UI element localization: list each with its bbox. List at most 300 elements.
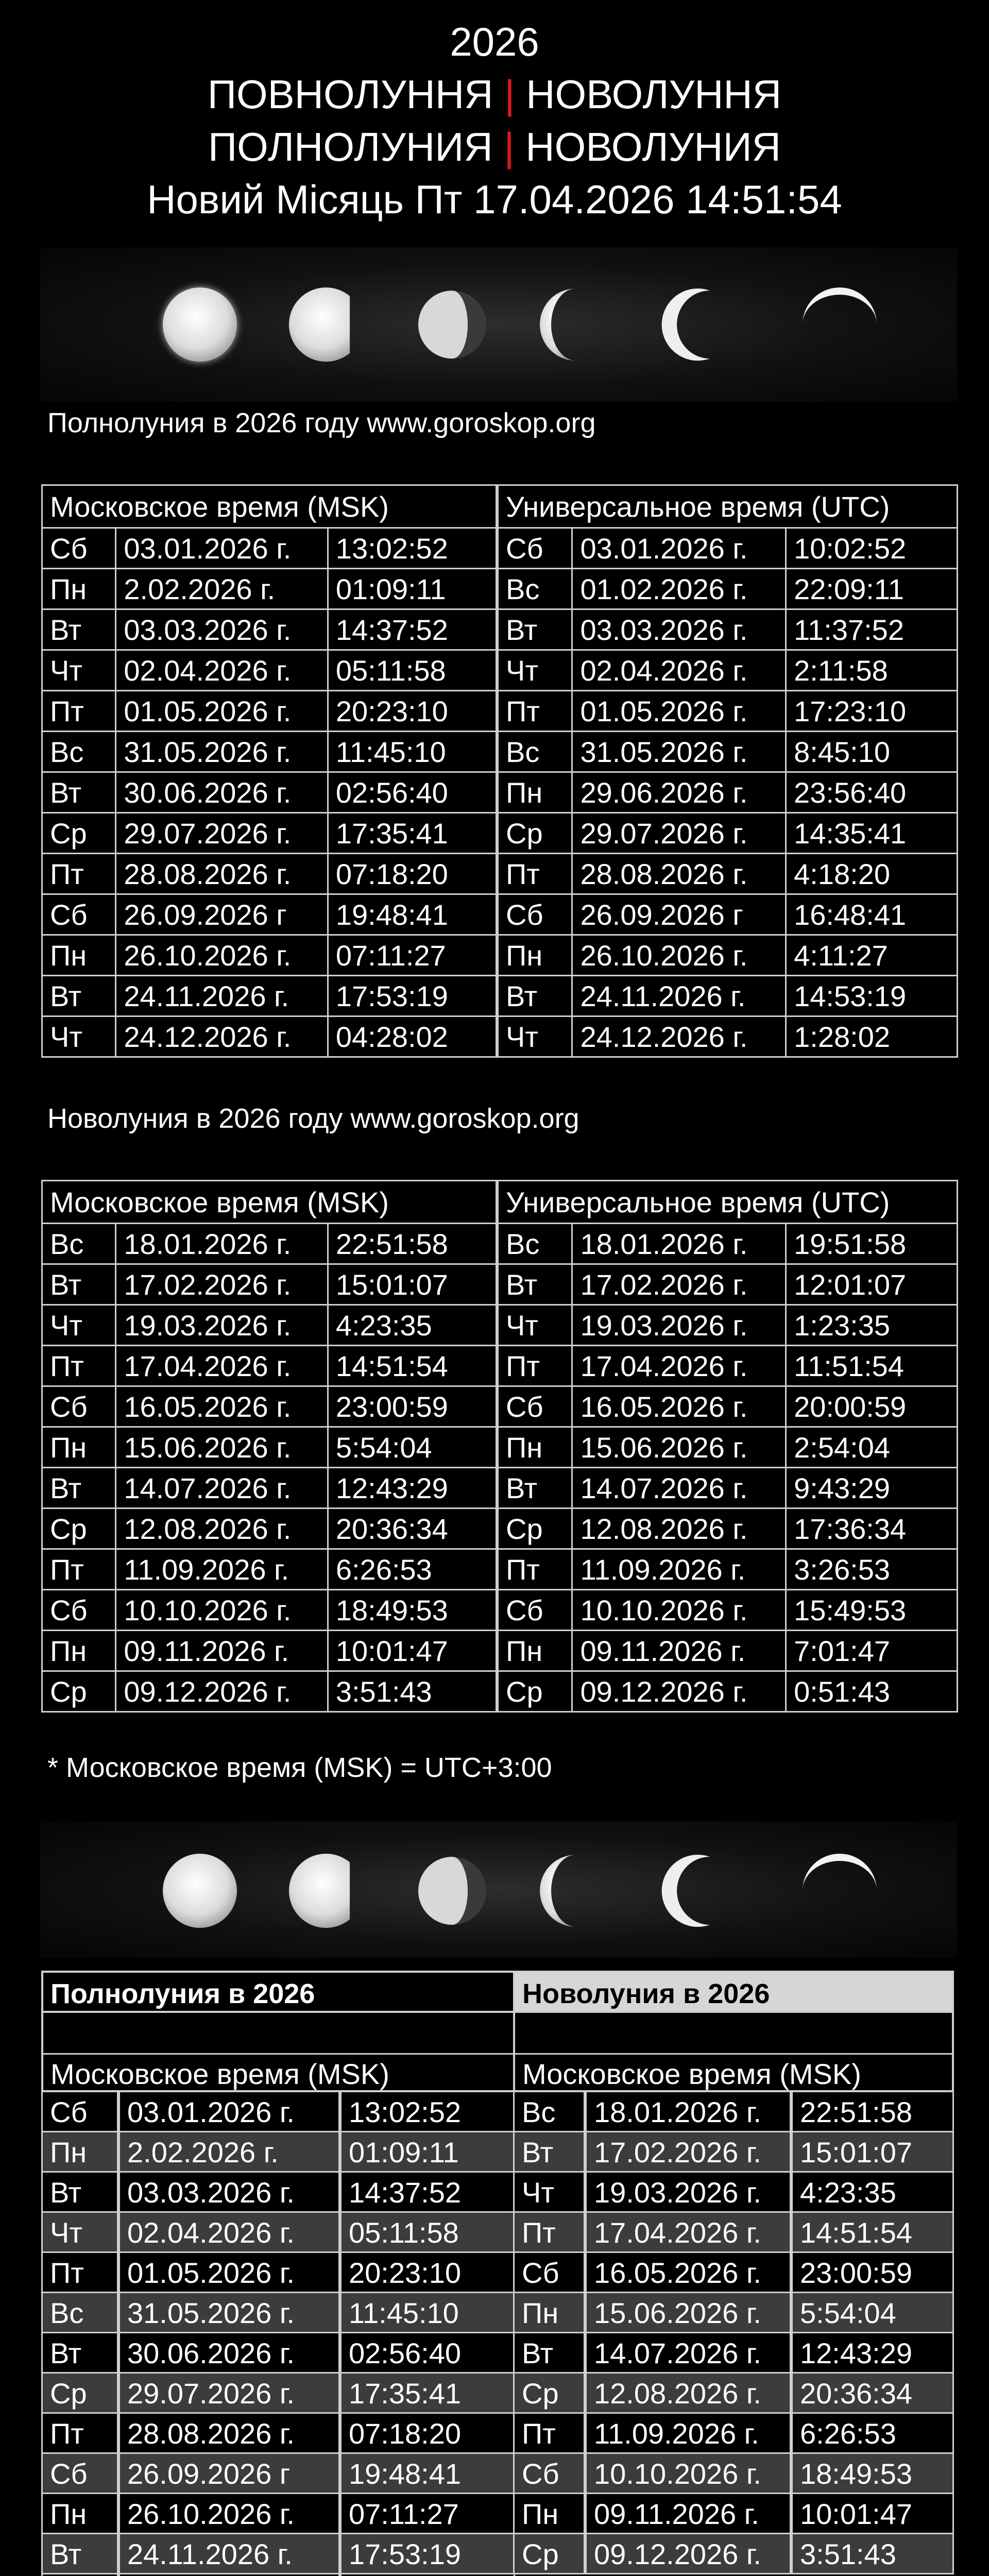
title-ua — [0, 68, 989, 121]
list-item — [41, 2173, 515, 2213]
day-cell: Пн — [41, 2132, 118, 2173]
list-item — [41, 2333, 515, 2374]
moon-new-crescent-icon — [803, 287, 877, 325]
utc-date-cell: 17.04.2026 г. — [572, 1346, 786, 1386]
date-cell: 17.02.2026 г. — [585, 2132, 791, 2173]
utc-day-cell: Сб — [497, 528, 572, 569]
moon-full-icon — [162, 286, 238, 363]
msk-time-cell: 14:37:52 — [328, 609, 497, 650]
utc-day-cell: Вт — [497, 1468, 572, 1509]
utc-day-cell: Чт — [497, 1016, 572, 1057]
time-cell: 14:37:52 — [340, 2173, 515, 2213]
day-cell: Сб — [41, 2454, 118, 2494]
day-cell: Чт — [513, 2173, 585, 2213]
moon-gibbous-icon — [289, 1854, 363, 1928]
panel-spacer — [41, 2013, 515, 2053]
day-cell: Ср — [513, 2374, 585, 2414]
msk-date-cell: 10.10.2026 г. — [116, 1590, 328, 1631]
time-cell: 07:18:20 — [340, 2414, 515, 2454]
utc-day-cell: Пт — [497, 1346, 572, 1386]
new-moons-panel-subtitle: Московское время (MSK) — [513, 2053, 954, 2092]
msk-time-cell: 01:09:11 — [328, 569, 497, 609]
title-ru-full: ПОЛНОЛУНИЯ — [208, 124, 493, 170]
date-cell: 03.03.2026 г. — [118, 2173, 340, 2213]
msk-date-cell: 11.09.2026 г. — [116, 1549, 328, 1590]
utc-date-cell: 28.08.2026 г. — [572, 854, 786, 894]
day-cell: Пт — [41, 2253, 118, 2293]
time-cell: 10:01:47 — [791, 2494, 954, 2534]
utc-date-cell: 11.09.2026 г. — [572, 1549, 786, 1590]
utc-date-cell: 10.10.2026 г. — [572, 1590, 786, 1631]
table-row — [42, 1468, 958, 1509]
moon-half-icon — [418, 1857, 486, 1925]
utc-date-cell: 26.09.2026 г — [572, 894, 786, 935]
table-row — [42, 1590, 958, 1631]
utc-header: Универсальное время (UTC) — [497, 485, 957, 528]
utc-date-cell: 03.03.2026 г. — [572, 609, 786, 650]
msk-day-cell: Вт — [42, 1264, 116, 1305]
msk-day-cell: Пн — [42, 1427, 116, 1468]
utc-day-cell: Вс — [497, 732, 572, 772]
panel-spacer — [513, 2013, 954, 2053]
msk-date-cell: 17.02.2026 г. — [116, 1264, 328, 1305]
utc-date-cell: 18.01.2026 г. — [572, 1224, 786, 1264]
day-cell: Вт — [41, 2333, 118, 2374]
year-title: 2026 — [450, 19, 539, 64]
table-row — [42, 1549, 958, 1590]
day-cell: Вс — [41, 2293, 118, 2333]
date-cell: 26.09.2026 г — [118, 2454, 340, 2494]
table-row — [42, 772, 958, 813]
msk-day-cell: Сб — [42, 1386, 116, 1427]
day-cell: Сб — [513, 2253, 585, 2293]
msk-time-cell: 12:43:29 — [328, 1468, 497, 1509]
time-cell: 15:01:07 — [791, 2132, 954, 2173]
utc-time-cell: 3:26:53 — [786, 1549, 958, 1590]
date-cell: 09.11.2026 г. — [585, 2494, 791, 2534]
day-cell: Пн — [513, 2494, 585, 2534]
full-moons-caption: Полнолуния в 2026 году www.goroskop.org — [47, 408, 596, 438]
msk-day-cell: Чт — [42, 650, 116, 691]
date-cell: 29.07.2026 г. — [118, 2374, 340, 2414]
msk-date-cell: 26.10.2026 г. — [116, 935, 328, 976]
msk-date-cell: 09.12.2026 г. — [116, 1671, 328, 1712]
utc-date-cell: 24.11.2026 г. — [572, 976, 786, 1016]
title-ua-full: ПОВНОЛУННЯ — [207, 72, 493, 117]
msk-day-cell: Ср — [42, 813, 116, 854]
time-cell: 20:23:10 — [340, 2253, 515, 2293]
utc-date-cell: 01.02.2026 г. — [572, 569, 786, 609]
date-cell: 09.12.2026 г. — [585, 2534, 791, 2574]
utc-time-cell: 12:01:07 — [786, 1264, 958, 1305]
msk-time-cell: 23:00:59 — [328, 1386, 497, 1427]
msk-day-cell: Пн — [42, 935, 116, 976]
msk-date-cell: 30.06.2026 г. — [116, 772, 328, 813]
date-cell: 17.04.2026 г. — [585, 2213, 791, 2253]
msk-time-cell: 17:35:41 — [328, 813, 497, 854]
msk-time-cell: 6:26:53 — [328, 1549, 497, 1590]
time-cell: 13:02:52 — [340, 2092, 515, 2132]
utc-date-cell: 31.05.2026 г. — [572, 732, 786, 772]
date-cell: 30.06.2026 г. — [118, 2333, 340, 2374]
title-separator: | — [504, 124, 515, 170]
utc-date-cell: 26.10.2026 г. — [572, 935, 786, 976]
day-cell: Сб — [41, 2092, 118, 2132]
date-cell: 16.05.2026 г. — [585, 2253, 791, 2293]
msk-time-cell: 02:56:40 — [328, 772, 497, 813]
list-item — [513, 2494, 954, 2534]
msk-time-cell: 07:11:27 — [328, 935, 497, 976]
table-row — [42, 528, 958, 569]
msk-time-cell: 22:51:58 — [328, 1224, 497, 1264]
day-cell: Сб — [513, 2454, 585, 2494]
page-header — [0, 15, 989, 226]
utc-header: Универсальное время (UTC) — [497, 1181, 957, 1224]
msk-time-cell: 4:23:35 — [328, 1305, 497, 1346]
msk-day-cell: Сб — [42, 528, 116, 569]
utc-date-cell: 15.06.2026 г. — [572, 1427, 786, 1468]
utc-day-cell: Вт — [497, 1264, 572, 1305]
msk-time-cell: 14:51:54 — [328, 1346, 497, 1386]
msk-header: Московское время (MSK) — [42, 485, 498, 528]
table-row — [42, 609, 958, 650]
utc-time-cell: 23:56:40 — [786, 772, 958, 813]
utc-day-cell: Пн — [497, 772, 572, 813]
list-item — [41, 2293, 515, 2333]
msk-time-cell: 13:02:52 — [328, 528, 497, 569]
table-header-row — [42, 485, 958, 528]
table-row — [42, 1224, 958, 1264]
utc-date-cell: 29.07.2026 г. — [572, 813, 786, 854]
msk-day-cell: Вс — [42, 732, 116, 772]
moon-full-icon — [163, 1854, 237, 1928]
new-moons-table — [41, 1180, 958, 1713]
list-item — [41, 2213, 515, 2253]
msk-time-cell: 11:45:10 — [328, 732, 497, 772]
utc-date-cell: 17.02.2026 г. — [572, 1264, 786, 1305]
msk-day-cell: Пн — [42, 1631, 116, 1671]
msk-day-cell: Вт — [42, 772, 116, 813]
new-moons-table-body — [42, 1181, 958, 1712]
date-cell: 10.10.2026 г. — [585, 2454, 791, 2494]
utc-time-cell: 4:11:27 — [786, 935, 958, 976]
msk-date-cell: 03.01.2026 г. — [116, 528, 328, 569]
time-cell: 18:49:53 — [791, 2454, 954, 2494]
msk-day-cell: Сб — [42, 894, 116, 935]
date-cell: 2.02.2026 г. — [118, 2132, 340, 2173]
utc-time-cell: 2:11:58 — [786, 650, 958, 691]
utc-time-cell: 2:54:04 — [786, 1427, 958, 1468]
list-item — [513, 2213, 954, 2253]
table-row — [42, 1346, 958, 1386]
table-row — [42, 894, 958, 935]
msk-time-cell: 04:28:02 — [328, 1016, 497, 1057]
table-header-row — [42, 1181, 958, 1224]
msk-header: Московское время (MSK) — [42, 1181, 498, 1224]
list-item — [41, 2534, 515, 2574]
msk-date-cell: 16.05.2026 г. — [116, 1386, 328, 1427]
time-cell: 20:36:34 — [791, 2374, 954, 2414]
msk-day-cell: Вт — [42, 1468, 116, 1509]
time-cell: 01:09:11 — [340, 2132, 515, 2173]
list-item — [513, 2374, 954, 2414]
day-cell: Пт — [513, 2414, 585, 2454]
list-item — [513, 2173, 954, 2213]
msk-date-cell: 09.11.2026 г. — [116, 1631, 328, 1671]
footnote: * Московское время (MSK) = UTC+3:00 — [47, 1752, 552, 1783]
moon-crescent-icon — [540, 1855, 576, 1927]
msk-time-cell: 20:36:34 — [328, 1509, 497, 1549]
table-row — [42, 1631, 958, 1671]
day-cell: Вт — [41, 2534, 118, 2574]
utc-day-cell: Пт — [497, 854, 572, 894]
msk-day-cell: Пн — [42, 569, 116, 609]
day-cell: Пн — [41, 2494, 118, 2534]
list-item — [513, 2132, 954, 2173]
table-row — [42, 935, 958, 976]
utc-time-cell: 15:49:53 — [786, 1590, 958, 1631]
msk-day-cell: Пт — [42, 691, 116, 732]
full-moons-panel-subtitle: Московское время (MSK) — [41, 2053, 515, 2092]
time-cell: 11:45:10 — [340, 2293, 515, 2333]
list-item — [513, 2253, 954, 2293]
msk-date-cell: 19.03.2026 г. — [116, 1305, 328, 1346]
msk-date-cell: 17.04.2026 г. — [116, 1346, 328, 1386]
utc-time-cell: 4:18:20 — [786, 854, 958, 894]
moon-phases-graphic-bottom — [40, 1821, 957, 1958]
time-cell: 17:53:19 — [340, 2534, 515, 2574]
utc-day-cell: Сб — [497, 1386, 572, 1427]
utc-day-cell: Вт — [497, 976, 572, 1016]
utc-date-cell: 24.12.2026 г. — [572, 1016, 786, 1057]
msk-time-cell: 20:23:10 — [328, 691, 497, 732]
date-cell: 18.01.2026 г. — [585, 2092, 791, 2132]
list-item — [41, 2494, 515, 2534]
list-item — [41, 2414, 515, 2454]
table-row — [42, 1386, 958, 1427]
msk-day-cell: Чт — [42, 1016, 116, 1057]
list-item — [513, 2534, 954, 2574]
utc-day-cell: Вт — [497, 609, 572, 650]
msk-date-cell: 02.04.2026 г. — [116, 650, 328, 691]
moon-crescent-icon — [540, 289, 576, 361]
new-moons-msk-panel — [513, 1971, 954, 2574]
utc-time-cell: 17:23:10 — [786, 691, 958, 732]
msk-day-cell: Пт — [42, 1346, 116, 1386]
date-cell: 01.05.2026 г. — [118, 2253, 340, 2293]
utc-date-cell: 03.01.2026 г. — [572, 528, 786, 569]
utc-day-cell: Ср — [497, 1671, 572, 1712]
day-cell: Вт — [41, 2173, 118, 2213]
full-moons-table — [41, 484, 958, 1058]
new-moons-panel-rows — [513, 2092, 954, 2574]
utc-time-cell: 16:48:41 — [786, 894, 958, 935]
utc-date-cell: 02.04.2026 г. — [572, 650, 786, 691]
time-cell: 14:51:54 — [791, 2213, 954, 2253]
date-cell: 31.05.2026 г. — [118, 2293, 340, 2333]
time-cell: 23:00:59 — [791, 2253, 954, 2293]
day-cell: Чт — [41, 2213, 118, 2253]
utc-time-cell: 8:45:10 — [786, 732, 958, 772]
date-cell: 12.08.2026 г. — [585, 2374, 791, 2414]
title-ru — [0, 121, 989, 173]
utc-time-cell: 1:28:02 — [786, 1016, 958, 1057]
msk-day-cell: Ср — [42, 1509, 116, 1549]
utc-date-cell: 19.03.2026 г. — [572, 1305, 786, 1346]
msk-day-cell: Ср — [42, 1671, 116, 1712]
time-cell: 07:11:27 — [340, 2494, 515, 2534]
msk-date-cell: 31.05.2026 г. — [116, 732, 328, 772]
msk-time-cell: 10:01:47 — [328, 1631, 497, 1671]
table-row — [42, 1305, 958, 1346]
title-ua-new: НОВОЛУННЯ — [526, 72, 782, 117]
new-moons-panel-title: Новолуния в 2026 — [513, 1971, 954, 2013]
utc-day-cell: Ср — [497, 1509, 572, 1549]
msk-time-cell: 3:51:43 — [328, 1671, 497, 1712]
utc-day-cell: Ср — [497, 813, 572, 854]
utc-day-cell: Пт — [497, 1549, 572, 1590]
day-cell: Ср — [41, 2374, 118, 2414]
list-item — [513, 2333, 954, 2374]
time-cell: 02:56:40 — [340, 2333, 515, 2374]
msk-day-cell: Чт — [42, 1305, 116, 1346]
msk-date-cell: 18.01.2026 г. — [116, 1224, 328, 1264]
list-item — [41, 2132, 515, 2173]
msk-date-cell: 01.05.2026 г. — [116, 691, 328, 732]
date-cell: 19.03.2026 г. — [585, 2173, 791, 2213]
moon-phases-image — [40, 247, 957, 402]
utc-date-cell: 14.07.2026 г. — [572, 1468, 786, 1509]
msk-day-cell: Вс — [42, 1224, 116, 1264]
msk-day-cell: Сб — [42, 1590, 116, 1631]
list-item — [41, 2374, 515, 2414]
date-cell: 26.10.2026 г. — [118, 2494, 340, 2534]
table-row — [42, 813, 958, 854]
list-item — [513, 2454, 954, 2494]
utc-time-cell: 14:53:19 — [786, 976, 958, 1016]
msk-day-cell: Вт — [42, 976, 116, 1016]
time-cell: 4:23:35 — [791, 2173, 954, 2213]
table-row — [42, 650, 958, 691]
full-moons-msk-panel — [41, 1971, 515, 2576]
list-item — [41, 2092, 515, 2132]
msk-time-cell: 15:01:07 — [328, 1264, 497, 1305]
table-row — [42, 1671, 958, 1712]
full-moons-table-body — [42, 485, 958, 1057]
day-cell: Вс — [513, 2092, 585, 2132]
date-cell: 11.09.2026 г. — [585, 2414, 791, 2454]
utc-time-cell: 17:36:34 — [786, 1509, 958, 1549]
utc-time-cell: 11:51:54 — [786, 1346, 958, 1386]
list-item — [513, 2414, 954, 2454]
time-cell: 5:54:04 — [791, 2293, 954, 2333]
utc-date-cell: 12.08.2026 г. — [572, 1509, 786, 1549]
title-ru-new: НОВОЛУНИЯ — [525, 124, 781, 170]
table-row — [42, 976, 958, 1016]
time-cell: 17:35:41 — [340, 2374, 515, 2414]
table-row — [42, 1264, 958, 1305]
utc-time-cell: 22:09:11 — [786, 569, 958, 609]
list-item — [513, 2092, 954, 2132]
utc-date-cell: 16.05.2026 г. — [572, 1386, 786, 1427]
date-cell: 15.06.2026 г. — [585, 2293, 791, 2333]
utc-day-cell: Вс — [497, 1224, 572, 1264]
msk-day-cell: Вт — [42, 609, 116, 650]
msk-time-cell: 5:54:04 — [328, 1427, 497, 1468]
utc-time-cell: 19:51:58 — [786, 1224, 958, 1264]
utc-date-cell: 09.11.2026 г. — [572, 1631, 786, 1671]
day-cell: Пн — [513, 2293, 585, 2333]
moon-gibbous-icon — [289, 287, 363, 362]
title-separator: | — [504, 72, 515, 117]
utc-day-cell: Чт — [497, 650, 572, 691]
date-cell: 02.04.2026 г. — [118, 2213, 340, 2253]
moon-thin-crescent-icon — [662, 1855, 710, 1927]
moon-phases-image-bottom — [40, 1821, 957, 1958]
msk-time-cell: 17:53:19 — [328, 976, 497, 1016]
date-cell: 14.07.2026 г. — [585, 2333, 791, 2374]
date-cell: 28.08.2026 г. — [118, 2414, 340, 2454]
msk-date-cell: 14.07.2026 г. — [116, 1468, 328, 1509]
moon-half-icon — [418, 291, 486, 359]
utc-day-cell: Пн — [497, 1631, 572, 1671]
utc-time-cell: 0:51:43 — [786, 1671, 958, 1712]
list-item — [513, 2293, 954, 2333]
day-cell: Пт — [513, 2213, 585, 2253]
table-row — [42, 1016, 958, 1057]
list-item — [41, 2454, 515, 2494]
moon-new-crescent-icon — [803, 1854, 877, 1891]
utc-date-cell: 09.12.2026 г. — [572, 1671, 786, 1712]
msk-date-cell: 2.02.2026 г. — [116, 569, 328, 609]
full-moons-panel-title: Полнолуния в 2026 — [41, 1971, 515, 2013]
moon-phases-graphic — [40, 247, 957, 402]
utc-day-cell: Пт — [497, 691, 572, 732]
table-row — [42, 1427, 958, 1468]
utc-time-cell: 20:00:59 — [786, 1386, 958, 1427]
time-cell: 12:43:29 — [791, 2333, 954, 2374]
table-row — [42, 854, 958, 894]
utc-time-cell: 9:43:29 — [786, 1468, 958, 1509]
time-cell: 3:51:43 — [791, 2534, 954, 2574]
msk-day-cell: Пт — [42, 854, 116, 894]
msk-date-cell: 29.07.2026 г. — [116, 813, 328, 854]
day-cell: Ср — [513, 2534, 585, 2574]
utc-time-cell: 7:01:47 — [786, 1631, 958, 1671]
msk-date-cell: 24.12.2026 г. — [116, 1016, 328, 1057]
time-cell: 19:48:41 — [340, 2454, 515, 2494]
msk-date-cell: 26.09.2026 г — [116, 894, 328, 935]
utc-day-cell: Пн — [497, 1427, 572, 1468]
time-cell: 22:51:58 — [791, 2092, 954, 2132]
utc-time-cell: 1:23:35 — [786, 1305, 958, 1346]
msk-time-cell: 18:49:53 — [328, 1590, 497, 1631]
table-row — [42, 691, 958, 732]
date-cell: 03.01.2026 г. — [118, 2092, 340, 2132]
utc-date-cell: 29.06.2026 г. — [572, 772, 786, 813]
utc-date-cell: 01.05.2026 г. — [572, 691, 786, 732]
day-cell: Вт — [513, 2132, 585, 2173]
new-moons-caption: Новолуния в 2026 году www.goroskop.org — [47, 1103, 579, 1134]
msk-date-cell: 28.08.2026 г. — [116, 854, 328, 894]
table-row — [42, 732, 958, 772]
time-cell: 05:11:58 — [340, 2213, 515, 2253]
time-cell: 6:26:53 — [791, 2414, 954, 2454]
utc-time-cell: 10:02:52 — [786, 528, 958, 569]
date-cell: 24.11.2026 г. — [118, 2534, 340, 2574]
msk-date-cell: 15.06.2026 г. — [116, 1427, 328, 1468]
day-cell: Пт — [41, 2414, 118, 2454]
